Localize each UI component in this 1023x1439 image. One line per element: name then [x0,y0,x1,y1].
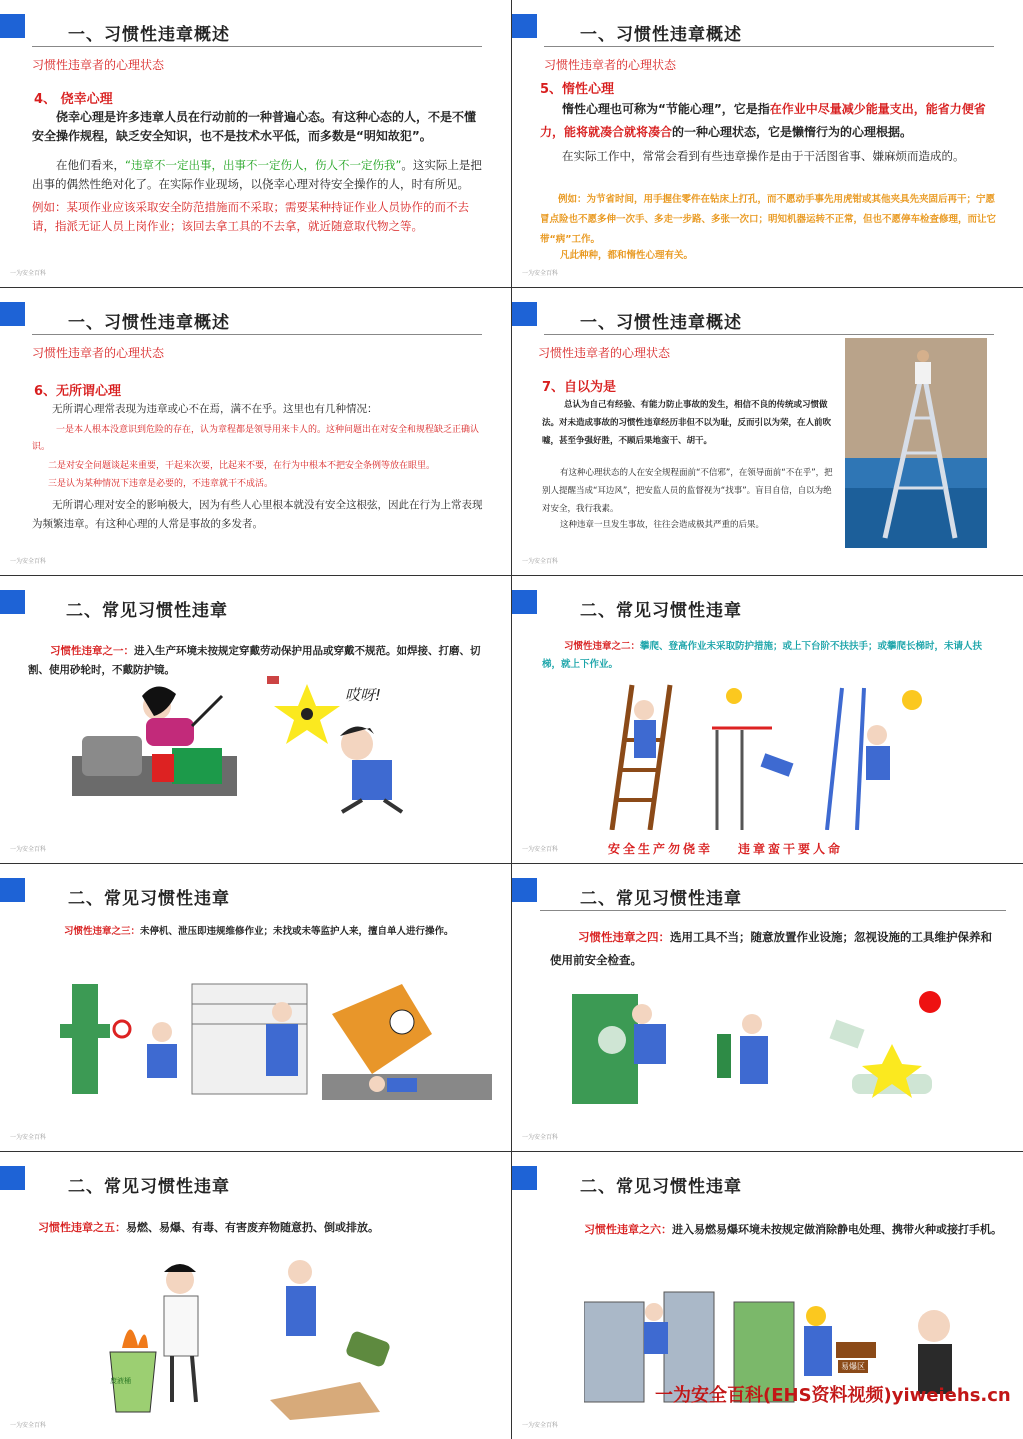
paragraph: 凡此种种，都和惰性心理有关。 [560,250,694,261]
slide-title: 一、习惯性违章概述 [580,25,742,45]
footer-logo: 一为安全百科 [10,558,47,565]
paragraph: 无所谓心理常表现为违章或心不在焉，满不在乎。这里也有几种情况： [52,403,378,415]
slide-subtitle: 习惯性违章者的心理状态 [538,346,671,360]
slide-title: 二、常见习惯性违章 [580,1177,742,1197]
slide-marker [512,1166,537,1190]
slide-4 [512,288,1023,575]
title-underline [544,334,994,335]
section-heading: 7、自以为是 [542,380,617,395]
grinding-machine-illustration [72,676,252,816]
slide-title: 二、常见习惯性违章 [580,889,742,909]
slide-subtitle: 习惯性违章者的心理状态 [32,346,165,360]
paragraph: 在他们看来，“违章不一定出事，出事不一定伤人，伤人不一定伤我”。这实际上是把出事的偶然性绝对化了。在实际作业现场，以侥幸心理对待安全操作的人，时有所见。 [32,158,482,191]
slide-9 [0,1152,511,1439]
slide-5 [0,576,511,863]
slide-title: 二、常见习惯性违章 [68,1177,230,1197]
slide-7 [0,864,511,1151]
title-underline [540,910,1006,911]
slide-title: 一、习惯性违章概述 [68,25,230,45]
paragraph: 在实际工作中，常常会看到有些违章操作是由于干活图省事、嫌麻烦而造成的。 [562,149,965,163]
footer-logo: 一为安全百科 [522,846,559,853]
slide-marker [0,590,25,614]
paragraph: 总认为自己有经验、有能力防止事故的发生，相信不良的传统或习惯做法。对未造成事故的习惯性违章经历非但不以为耻，反而引以为荣，在人前吹嘘，甚至争强好胜，不顾后果地蛮干、胡干。 [542,400,832,446]
slogan-2: 违章蛮干要人命 [738,842,844,856]
paragraph: 无所谓心理对安全的影响极大，因为有些人心里根本就没有安全这根弦，因此在行为上常表现为频繁违章。有这种心理的人常是事故的多发者。 [32,499,483,530]
section-heading: 5、惰性心理 [540,82,615,97]
watermark-text: 一为安全百科(EHS资料视频)yiweiehs.cn [655,1385,1011,1406]
eye-injury-illustration [262,674,422,814]
slide-marker [0,878,25,902]
slide-title: 一、习惯性违章概述 [580,313,742,333]
section-heading: 4、 侥幸心理 [34,92,113,107]
example-paragraph: 例如：为节省时间，用手握住零件在钻床上打孔，而不愿动手事先用虎钳或其他夹具先夹固后再干；宁愿冒点险也不愿多伸一次手、多走一步路、多张一次口；明知机器运转不正常，但也不愿停车检查修理，而让它带“病”工作。 [540,194,997,245]
exclamation-text: 哎呀! [345,686,382,704]
slide-subtitle: 习惯性违章者的心理状态 [32,58,165,72]
maintenance-violation-illustration [52,974,502,1114]
title-underline [32,334,482,335]
slide-marker [0,1166,25,1190]
slide-2 [512,0,1023,287]
slide-marker [512,878,537,902]
footer-logo: 一为安全百科 [522,558,559,565]
footer-logo: 一为安全百科 [10,846,47,853]
slide-title: 一、习惯性违章概述 [68,313,230,333]
slogan-1: 安全生产勿侥幸 [608,842,714,856]
slide-marker [512,590,537,614]
paragraph: 一是本人根本没意识到危险的存在，认为章程都是领导用来卡人的。这种问题出在对安全和规程缺乏正确认识。 [32,425,480,452]
slide-8 [512,864,1023,1151]
violation-description: 习惯性违章之四：选用工具不当；随意放置作业设施；忽视设施的工具维护保养和使用前安全检查。 [550,930,992,967]
paragraph: 侥幸心理是许多违章人员在行动前的一种普遍心态。有这种心态的人，不是不懂安全操作规程，缺乏安全知识，也不是技术水平低，而多数是“明知故犯”。 [32,110,477,143]
violation-description: 习惯性违章之二：攀爬、登高作业未采取防护措施；或上下台阶不扶扶手；或攀爬长梯时，未请人扶梯，就上下作业。 [542,641,983,670]
paragraph: 惰性心理也可称为“节能心理”，它是指在作业中尽量减少能量支出，能省力便省力，能将就凑合就将凑合的一种心理状态，它是懒惰行为的心理根据。 [540,102,986,139]
tool-misuse-illustration [572,984,992,1124]
climbing-violation-illustration [602,680,932,830]
ladder-photo [845,338,987,548]
slide-1 [0,0,511,287]
footer-logo: 一为安全百科 [10,270,47,277]
title-underline [544,46,994,47]
violation-description: 习惯性违章之五：易燃、易爆、有毒、有害废弃物随意扔、倒或排放。 [38,1221,379,1234]
slide-title: 二、常见习惯性违章 [580,601,742,621]
footer-logo: 一为安全百科 [522,270,559,277]
section-heading: 6、无所谓心理 [34,384,122,399]
hazard-zone-sign: 易爆区 [838,1360,868,1373]
slide-subtitle: 习惯性违章者的心理状态 [544,58,677,72]
slide-marker [0,302,25,326]
violation-description: 习惯性违章之三：未停机、泄压即违规维修作业；未找或未等监护人来，擅自单人进行操作。 [64,926,454,937]
title-underline [32,46,482,47]
slide-title: 二、常见习惯性违章 [66,601,228,621]
slide-3 [0,288,511,575]
paragraph: 有这种心理状态的人在安全规程面前“不信邪”，在领导面前“不在乎”，把别人提醒当成“耳边风”，把安监人员的监督视为“找事”。盲目自信，自以为绝对安全，我行我素。 [542,468,833,514]
violation-description: 习惯性违章之一：进入生产环境未按规定穿戴劳动保护用品或穿戴不规范。如焊接、打磨、切割、使用砂轮时，不戴防护镜。 [28,645,481,676]
slide-marker [512,302,537,326]
footer-logo: 一为安全百科 [10,1422,47,1429]
slide-marker [512,14,537,38]
paragraph: 这种违章一旦发生事故，往往会造成极其严重的后果。 [560,520,765,530]
slide-marker [0,14,25,38]
footer-logo: 一为安全百科 [10,1134,47,1141]
paragraph: 二是对安全问题谈起来重要，干起来次要，比起来不要，在行为中根本不把安全条例等放在眼里。 [48,461,436,471]
footer-logo: 一为安全百科 [522,1422,559,1429]
footer-logo: 一为安全百科 [522,1134,559,1141]
waste-dumping-illustration [100,1252,430,1422]
example-paragraph: 例如：某项作业应该采取安全防范措施而不采取；需要某种持证作业人员协作的而不去请，指派无证人员上岗作业；该回去拿工具的不去拿，就近随意取代物之等。 [32,200,469,233]
slide-6 [512,576,1023,863]
violation-description: 习惯性违章之六：进入易燃易爆环境未按规定做消除静电处理、携带火种或接打手机。 [584,1223,1002,1236]
can-label: 废液桶 [110,1377,131,1385]
slide-title: 二、常见习惯性违章 [68,889,230,909]
paragraph: 三是认为某种情况下违章是必要的，不违章就干不成活。 [48,479,274,489]
